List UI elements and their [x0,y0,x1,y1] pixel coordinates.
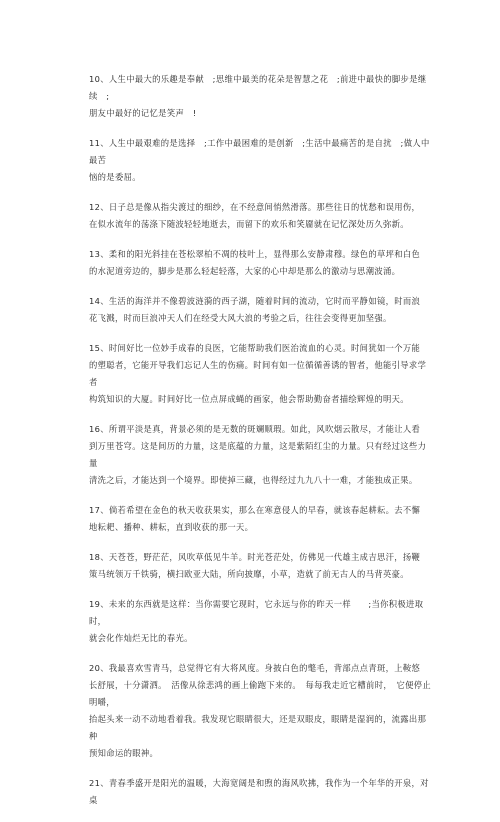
quote-line: 到万里苍穹。这是间历的力量，这是底蕴的力量，这是紫陌红尘的力量。只有经过这些力量 [89,441,427,468]
quote-entry [89,549,434,583]
quote-line: 构筑知识的大厦。时间好比一位点屏成蝇的画家，他会帮助勤奋者描绘辉煌的明天。 [89,394,409,404]
quote-line: 14、生活的海洋并不像碧波涟漪的西子湖，随着时间的流动，它时而平静如镜，时而浪 [89,296,421,306]
quote-entry [89,660,434,762]
quote-entry [89,340,434,408]
quote-entry [89,71,434,122]
quote-line: 10、人生中最大的乐趣是奉献 ;思维中最美的花朵是智慧之花 ;前进中最快的脚步是继续 ; [89,74,427,101]
quote-line: 13、柔和的阳光斜挂在苍松翠柏不凋的枝叶上，显得那么安静肃穆。绿色的草坪和白色 [89,249,421,259]
quote-line: 地耘耙、播种、耕耘，直到收获的那一天。 [89,522,254,532]
quote-line: 的塑聪者，它能开导我们忘记人生的伤痛。时间有如一位循循善诱的智者，他能引导求学者 [89,360,427,387]
quote-line: 花飞溅，时而巨浪冲天人们在经受大风大浪的考验之后，往往会变得更加坚强。 [89,313,392,323]
quote-line: 18、天苍苍，野茫茫，风吹草低见牛羊。时光苍茫处，仿佛见一代雄主成吉思汗，扬鞭 [89,552,421,562]
quote-entry [89,246,434,280]
quote-line: 长舒展，十分潇洒。 活像从徐悲鸿的画上偷跑下来的。 每每我走近它槽前时， 它便停止明嚼， [89,680,432,707]
quote-entry [89,293,434,327]
quote-line: 17、倘若希望在金色的秋天收获果实，那么在寒意侵人的早春，就该春起耕耘。去不懈 [89,505,421,515]
quote-line: 16、所谓平淡是真，背景必须的是无数的斑斓顺瑕。如此，风吹烟云散尽，才能让人看 [89,424,421,434]
quote-line: 策马统领万千铁骑，横扫欧亚大陆，所向披靡，小草，造就了前无古人的马背英豪。 [89,569,409,579]
quote-line: 朋友中最好的记忆是笑声 ! [89,108,197,118]
quote-line: 12、日子总是像从指尖渡过的细纱，在不经意间悄然滑落。那些往日的忧愁和误用伤， [89,202,421,212]
quote-entry [89,596,434,647]
quote-line: 19、未来的东西就是这样：当你需要它现时，它永远与你的昨天一样 ;当你积极进取时， [89,599,424,626]
quote-line: 抬起头来一动不动地看着我。我发现它眼睛很大，还是双眼皮，眼睛是湿润的，流露出那种 [89,714,427,741]
quote-entry [89,199,434,233]
quote-entry [89,502,434,536]
quote-line: 15、时间好比一位妙手成春的良医，它能帮助我们医治流血的心灵。时间犹如一个万能 [89,343,421,353]
quote-entry [89,775,434,809]
quote-line: 预知命运的眼神。 [89,748,159,758]
document-body [89,71,434,822]
quote-entry [89,135,434,186]
quote-line: 21、青春季盛开是阳光的温暖，大海宽阔是和煦的海风吹拂，我作为一个年华的开泉，对桌 [89,778,429,805]
quote-line: 20、我最喜欢雪青马，总觉得它有大将风度。身披白色的氅毛，背部点点青斑，上鞍悠 [89,663,421,673]
quote-line: 的水泥道旁边的，脚步是那么轻起轻落，大家的心中却是那么的激动与思潮波涌。 [89,266,401,276]
quote-line: 在似水流年的荡涤下随波轻轻地逝去，而留下的欢乐和笑靥就在记忆深处历久弥新。 [89,219,409,229]
quote-line: 恼的是委屈。 [89,172,141,182]
quote-line: 11、人生中最艰难的是选择 ;工作中最困难的是创新 ;生活中最痛苦的是自扰 ;做人中最苦 [89,138,430,165]
quote-entry [89,421,434,489]
quote-line: 就会化作灿烂无比的春光。 [89,633,193,643]
quote-line: 清洗之后，才能达到一个境界。即使掉三藏，也得经过九九八十一难，才能独成正果。 [89,475,418,485]
